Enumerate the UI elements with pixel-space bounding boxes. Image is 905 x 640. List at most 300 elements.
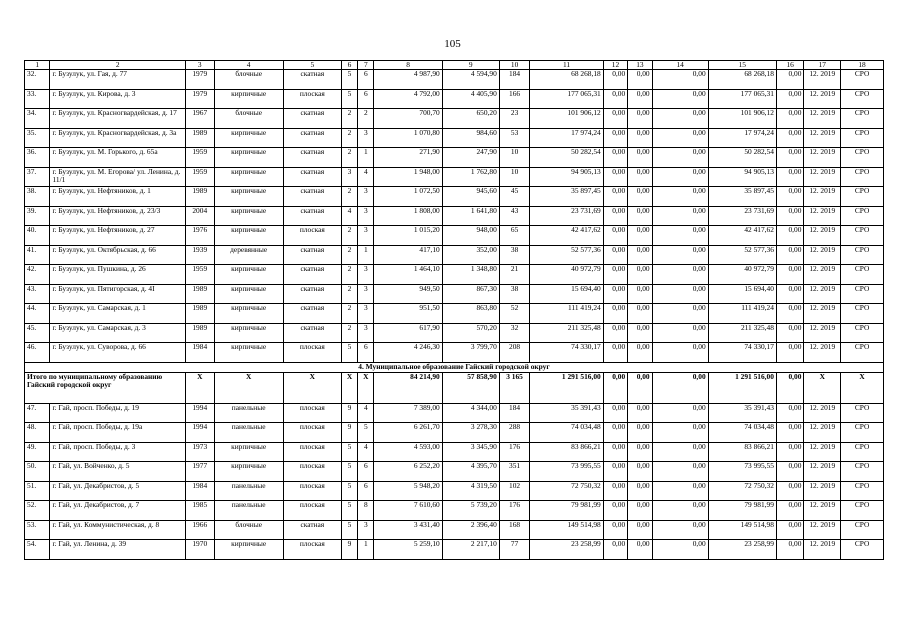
table-cell: 149 514,98 <box>530 520 603 540</box>
table-cell: 12. 2019 <box>804 206 841 226</box>
table-cell: 177 065,31 <box>530 89 603 109</box>
table-cell: 1 072,50 <box>374 187 442 207</box>
table-cell: г. Гай, ул. Ленина, д. 39 <box>50 540 186 560</box>
table-cell: 0,00 <box>628 148 652 168</box>
table-cell: 18 <box>841 61 884 70</box>
table-cell: 1 762,80 <box>442 167 499 187</box>
table-cell: 0,00 <box>776 323 804 343</box>
table-cell: 0,00 <box>603 226 627 246</box>
table-cell: 0,00 <box>628 245 652 265</box>
table-cell: X <box>804 372 841 403</box>
table-row <box>25 245 884 265</box>
table-cell: 74 330,17 <box>708 343 776 363</box>
table-cell: 40 972,79 <box>708 265 776 285</box>
table-cell: г. Бузулук, ул. Кирова, д. 3 <box>50 89 186 109</box>
table-cell: 0,00 <box>652 226 708 246</box>
table-cell: 57 858,90 <box>442 372 499 403</box>
table-cell: 0,00 <box>603 372 627 403</box>
table-cell: 35 391,43 <box>530 403 603 423</box>
table-cell: СРО <box>841 167 884 187</box>
table-cell: 1 291 516,00 <box>530 372 603 403</box>
table-cell: 12. 2019 <box>804 167 841 187</box>
table-cell: 0,00 <box>776 265 804 285</box>
table-cell: скатная <box>283 323 341 343</box>
table-cell: 863,80 <box>442 304 499 324</box>
table-cell: 0,00 <box>652 245 708 265</box>
table-cell: 3 <box>358 128 374 148</box>
table-cell: 3 <box>358 304 374 324</box>
table-cell: г. Гай, просп. Победы, д. 3 <box>50 442 186 462</box>
table-cell: 4 <box>358 403 374 423</box>
table-cell: 0,00 <box>776 226 804 246</box>
table-cell: 1984 <box>185 481 214 501</box>
table-cell: 2 <box>358 109 374 129</box>
table-cell: скатная <box>283 206 341 226</box>
table-cell: 0,00 <box>603 109 627 129</box>
table-cell: 10 <box>499 148 530 168</box>
table-cell: скатная <box>283 187 341 207</box>
table-cell: 5 <box>341 343 357 363</box>
table-cell: 65 <box>499 226 530 246</box>
table-cell: 0,00 <box>776 372 804 403</box>
table-cell: 13 <box>628 61 652 70</box>
table-cell: 0,00 <box>603 501 627 521</box>
table-cell: 867,30 <box>442 284 499 304</box>
table-cell: 102 <box>499 481 530 501</box>
table-cell: г. Бузулук, ул. Нефтяников, д. 1 <box>50 187 186 207</box>
table-cell: 5 259,10 <box>374 540 442 560</box>
table-cell: 9 <box>341 403 357 423</box>
table-cell: скатная <box>283 520 341 540</box>
table-row <box>25 462 884 482</box>
table-cell: 0,00 <box>628 128 652 148</box>
table-cell: 0,00 <box>652 481 708 501</box>
table-cell: 570,20 <box>442 323 499 343</box>
table-cell: 0,00 <box>628 206 652 226</box>
table-cell: 6 <box>341 61 357 70</box>
table-cell: 94 905,13 <box>530 167 603 187</box>
table-cell: 176 <box>499 442 530 462</box>
table-cell: 94 905,13 <box>708 167 776 187</box>
table-cell: 0,00 <box>776 148 804 168</box>
table-cell: 184 <box>499 70 530 90</box>
table-cell: 35 897,45 <box>708 187 776 207</box>
table-cell: 12. 2019 <box>804 109 841 129</box>
table-cell: 2 <box>341 245 357 265</box>
table-cell: 0,00 <box>652 372 708 403</box>
table-cell: плоская <box>283 423 341 443</box>
table-cell: 0,00 <box>603 265 627 285</box>
table-cell: 32. <box>25 70 50 90</box>
table-cell: СРО <box>841 540 884 560</box>
table-cell: 42 417,62 <box>530 226 603 246</box>
table-cell: 211 325,48 <box>530 323 603 343</box>
table-cell: 12. 2019 <box>804 540 841 560</box>
table-cell: 6 <box>358 89 374 109</box>
table-cell: кирпичные <box>214 540 283 560</box>
table-cell: 0,00 <box>603 403 627 423</box>
table-cell: г. Гай, ул. Войченко, д. 5 <box>50 462 186 482</box>
table-cell: 184 <box>499 403 530 423</box>
table-cell: скатная <box>283 284 341 304</box>
table-cell: 52. <box>25 501 50 521</box>
table-cell: 2 <box>341 323 357 343</box>
table-cell: 5 <box>341 89 357 109</box>
table-cell: 15 <box>708 61 776 70</box>
table-cell: СРО <box>841 284 884 304</box>
table-cell: 49. <box>25 442 50 462</box>
table-cell: 34. <box>25 109 50 129</box>
table-row <box>25 70 884 90</box>
table-cell: скатная <box>283 109 341 129</box>
table-cell: 51. <box>25 481 50 501</box>
table-cell: 38. <box>25 187 50 207</box>
table-cell: 1989 <box>185 128 214 148</box>
table-cell: 4 246,30 <box>374 343 442 363</box>
table-cell: 1967 <box>185 109 214 129</box>
table-cell: деревянные <box>214 245 283 265</box>
table-cell: 288 <box>499 423 530 443</box>
table-cell: 0,00 <box>603 540 627 560</box>
table-cell: СРО <box>841 323 884 343</box>
table-cell: 0,00 <box>652 148 708 168</box>
table-cell: 17 <box>804 61 841 70</box>
table-cell: 0,00 <box>628 403 652 423</box>
table-cell: 23 <box>499 109 530 129</box>
table-cell: 5 739,20 <box>442 501 499 521</box>
table-cell: 68 268,18 <box>530 70 603 90</box>
table-cell: 1989 <box>185 304 214 324</box>
table-cell: 0,00 <box>628 109 652 129</box>
table-cell: 1989 <box>185 323 214 343</box>
table-row <box>25 109 884 129</box>
table-cell: СРО <box>841 520 884 540</box>
table-cell: 68 268,18 <box>708 70 776 90</box>
table-cell: 168 <box>499 520 530 540</box>
table-cell: 1979 <box>185 89 214 109</box>
table-cell: СРО <box>841 187 884 207</box>
table-cell: 4 319,50 <box>442 481 499 501</box>
table-cell: 0,00 <box>603 70 627 90</box>
table-cell: 42 417,62 <box>708 226 776 246</box>
table-cell: 0,00 <box>603 343 627 363</box>
table-cell: 149 514,98 <box>708 520 776 540</box>
table-cell: 1989 <box>185 187 214 207</box>
table-row <box>25 89 884 109</box>
table-cell: 15 694,40 <box>708 284 776 304</box>
table-cell: скатная <box>283 70 341 90</box>
table-cell: плоская <box>283 226 341 246</box>
table-cell: 3 <box>358 187 374 207</box>
table-cell: г. Бузулук, ул. Октябрьская, д. 66 <box>50 245 186 265</box>
table-cell: 0,00 <box>776 187 804 207</box>
table-cell: плоская <box>283 343 341 363</box>
table-cell: 6 <box>358 70 374 90</box>
table-cell: 0,00 <box>776 206 804 226</box>
table-cell: 14 <box>652 61 708 70</box>
table-cell: 74 034,48 <box>530 423 603 443</box>
table-cell: 0,00 <box>652 343 708 363</box>
table-cell: 72 750,32 <box>708 481 776 501</box>
table-cell: СРО <box>841 442 884 462</box>
table-row <box>25 343 884 363</box>
table-row <box>25 423 884 443</box>
table-cell: 6 252,20 <box>374 462 442 482</box>
table-cell: 948,00 <box>442 226 499 246</box>
table-cell: 4 <box>358 442 374 462</box>
table-cell: 38 <box>499 284 530 304</box>
table-cell: 101 906,12 <box>530 109 603 129</box>
table-cell: 23 258,99 <box>708 540 776 560</box>
table-cell: 2 <box>341 284 357 304</box>
table-cell: 45. <box>25 323 50 343</box>
table-cell: 650,20 <box>442 109 499 129</box>
table-cell: 2 396,40 <box>442 520 499 540</box>
table-cell: 1994 <box>185 423 214 443</box>
table-cell: 50 282,54 <box>708 148 776 168</box>
table-cell: 12. 2019 <box>804 442 841 462</box>
table-cell: 50 282,54 <box>530 148 603 168</box>
table-cell: 0,00 <box>776 167 804 187</box>
table-cell: 74 330,17 <box>530 343 603 363</box>
table-cell: 111 419,24 <box>530 304 603 324</box>
table-cell: 1973 <box>185 442 214 462</box>
table-cell: 5 <box>283 61 341 70</box>
table-cell: 1 291 516,00 <box>708 372 776 403</box>
table-cell: 5 948,20 <box>374 481 442 501</box>
table-cell: г. Бузулук, ул. Пушкина, д. 26 <box>50 265 186 285</box>
table-cell: 1 808,00 <box>374 206 442 226</box>
table-cell: 1959 <box>185 265 214 285</box>
table-cell: 0,00 <box>652 284 708 304</box>
table-cell: 0,00 <box>628 372 652 403</box>
table-cell: кирпичные <box>214 128 283 148</box>
table-cell: 0,00 <box>603 128 627 148</box>
table-cell: 1989 <box>185 284 214 304</box>
table-row <box>25 501 884 521</box>
table-cell: СРО <box>841 403 884 423</box>
table-cell: 0,00 <box>776 520 804 540</box>
table-cell: кирпичные <box>214 187 283 207</box>
table-cell: 2 <box>341 109 357 129</box>
table-cell: г. Гай, ул. Коммунистическая, д. 8 <box>50 520 186 540</box>
table-cell: 0,00 <box>652 442 708 462</box>
table-cell: 0,00 <box>628 501 652 521</box>
table-cell: СРО <box>841 462 884 482</box>
table-row <box>25 148 884 168</box>
table-cell: 3 345,90 <box>442 442 499 462</box>
table-cell: 4 <box>358 167 374 187</box>
table-cell: 0,00 <box>776 403 804 423</box>
table-cell: скатная <box>283 128 341 148</box>
table-cell: СРО <box>841 89 884 109</box>
table-cell: 0,00 <box>652 462 708 482</box>
table-cell: СРО <box>841 265 884 285</box>
table-cell: 0,00 <box>776 501 804 521</box>
table-cell: кирпичные <box>214 442 283 462</box>
table-cell: скатная <box>283 265 341 285</box>
table-cell: 0,00 <box>652 89 708 109</box>
table-row <box>25 284 884 304</box>
table-cell: 0,00 <box>603 148 627 168</box>
table-cell: плоская <box>283 481 341 501</box>
table-cell: 15 694,40 <box>530 284 603 304</box>
table-cell: г. Бузулук, ул. Гая, д. 77 <box>50 70 186 90</box>
table-cell: 177 065,31 <box>708 89 776 109</box>
table-cell: 1 070,80 <box>374 128 442 148</box>
table-cell: 5 <box>341 442 357 462</box>
table-cell: г. Бузулук, ул. Красногвардейская, д. 3а <box>50 128 186 148</box>
table-row <box>25 481 884 501</box>
table-cell: 1959 <box>185 148 214 168</box>
table-cell: 3 <box>358 206 374 226</box>
table-cell: СРО <box>841 70 884 90</box>
table-cell: 52 577,36 <box>530 245 603 265</box>
table-cell: 0,00 <box>652 128 708 148</box>
table-cell: 33. <box>25 89 50 109</box>
table-cell: 12. 2019 <box>804 226 841 246</box>
table-cell: 1 015,20 <box>374 226 442 246</box>
table-cell: 73 995,55 <box>530 462 603 482</box>
table-cell: г. Бузулук, ул. Самарская, д. 1 <box>50 304 186 324</box>
table-cell: 0,00 <box>603 167 627 187</box>
table-cell: 5 <box>358 423 374 443</box>
table-cell: скатная <box>283 304 341 324</box>
table-cell: 1979 <box>185 70 214 90</box>
table-cell: 4 405,90 <box>442 89 499 109</box>
table-cell: 1966 <box>185 520 214 540</box>
table-cell: 9 <box>341 540 357 560</box>
table-cell: 47. <box>25 403 50 423</box>
table-cell: 0,00 <box>628 226 652 246</box>
table-cell: г. Бузулук, ул. Самарская, д. 3 <box>50 323 186 343</box>
table-cell: скатная <box>283 167 341 187</box>
table-cell: блочные <box>214 70 283 90</box>
table-cell: 0,00 <box>603 284 627 304</box>
table-cell: 12. 2019 <box>804 187 841 207</box>
table-cell: 2 <box>341 187 357 207</box>
table-cell: 0,00 <box>652 520 708 540</box>
table-cell: г. Гай, просп. Победы, д. 19а <box>50 423 186 443</box>
table-cell: 6 261,70 <box>374 423 442 443</box>
table-cell: 0,00 <box>652 70 708 90</box>
table-cell: 37. <box>25 167 50 187</box>
table-cell: 3 <box>185 61 214 70</box>
table-cell: СРО <box>841 128 884 148</box>
table-cell: 3 278,30 <box>442 423 499 443</box>
table-cell: 21 <box>499 265 530 285</box>
table-cell: СРО <box>841 109 884 129</box>
table-cell: 0,00 <box>603 462 627 482</box>
table-cell: 4 395,70 <box>442 462 499 482</box>
table-cell: СРО <box>841 304 884 324</box>
table-cell: кирпичные <box>214 304 283 324</box>
table-cell: г. Бузулук, ул. М. Егорова/ ул. Ленина, д. 11/1 <box>50 167 186 187</box>
table-cell: 1 641,80 <box>442 206 499 226</box>
table-cell: г. Гай, просп. Победы, д. 19 <box>50 403 186 423</box>
table-cell: X <box>841 372 884 403</box>
table-cell: 84 214,90 <box>374 372 442 403</box>
table-cell: 12. 2019 <box>804 148 841 168</box>
table-cell: 0,00 <box>628 423 652 443</box>
table-cell: 101 906,12 <box>708 109 776 129</box>
table-cell: 3 165 <box>499 372 530 403</box>
page-number: 105 <box>444 38 461 50</box>
table-cell: 247,90 <box>442 148 499 168</box>
table-row <box>25 128 884 148</box>
table-cell: 32 <box>499 323 530 343</box>
table-cell: 79 981,99 <box>708 501 776 521</box>
table-cell: 1984 <box>185 343 214 363</box>
table-cell: 0,00 <box>628 304 652 324</box>
table-cell: 5 <box>341 501 357 521</box>
table-cell: 0,00 <box>603 323 627 343</box>
table-cell: СРО <box>841 481 884 501</box>
table-cell: 8 <box>358 501 374 521</box>
table-cell: 1985 <box>185 501 214 521</box>
table-cell: г. Гай, ул. Декабристов, д. 5 <box>50 481 186 501</box>
table-cell: 3 <box>358 265 374 285</box>
table-cell: 417,10 <box>374 245 442 265</box>
table-cell: блочные <box>214 109 283 129</box>
table-cell: г. Бузулук, ул. Нефтяников, д. 27 <box>50 226 186 246</box>
table-cell: 2 <box>341 148 357 168</box>
table-cell: 83 866,21 <box>708 442 776 462</box>
table-cell: 12. 2019 <box>804 462 841 482</box>
table-cell: 73 995,55 <box>708 462 776 482</box>
table-cell: 0,00 <box>776 109 804 129</box>
table-cell: 40 972,79 <box>530 265 603 285</box>
table-cell: 3 <box>358 520 374 540</box>
table-cell: 53. <box>25 520 50 540</box>
section-heading-row <box>25 362 884 372</box>
table-cell: 0,00 <box>628 284 652 304</box>
table-cell: 1 348,80 <box>442 265 499 285</box>
table-cell: 72 750,32 <box>530 481 603 501</box>
table-cell: 0,00 <box>628 265 652 285</box>
table-cell: 50. <box>25 462 50 482</box>
table-cell: СРО <box>841 423 884 443</box>
table-cell: г. Бузулук, ул. Нефтяников, д. 23/3 <box>50 206 186 226</box>
table-cell: 0,00 <box>628 167 652 187</box>
table-cell: 0,00 <box>603 481 627 501</box>
table-cell: 12. 2019 <box>804 481 841 501</box>
table-cell: 42. <box>25 265 50 285</box>
table-cell: 949,50 <box>374 284 442 304</box>
table-cell: 0,00 <box>776 128 804 148</box>
table-cell: 0,00 <box>776 304 804 324</box>
table-cell: 4 593,00 <box>374 442 442 462</box>
table-cell: 1959 <box>185 167 214 187</box>
table-cell: 4 344,00 <box>442 403 499 423</box>
table-row <box>25 265 884 285</box>
table-cell: 0,00 <box>603 423 627 443</box>
table-cell: 0,00 <box>776 284 804 304</box>
column-number-row <box>25 61 884 70</box>
table-cell: 12 <box>603 61 627 70</box>
table-cell: 351 <box>499 462 530 482</box>
table-cell: плоская <box>283 540 341 560</box>
table-cell: 0,00 <box>603 89 627 109</box>
table-cell: СРО <box>841 148 884 168</box>
table-cell: 7 389,00 <box>374 403 442 423</box>
table-cell: X <box>358 372 374 403</box>
table-cell: 2004 <box>185 206 214 226</box>
table-cell: г. Гай, ул. Декабристов, д. 7 <box>50 501 186 521</box>
table-cell: 0,00 <box>652 403 708 423</box>
table-cell: 0,00 <box>776 343 804 363</box>
table-cell: 74 034,48 <box>708 423 776 443</box>
